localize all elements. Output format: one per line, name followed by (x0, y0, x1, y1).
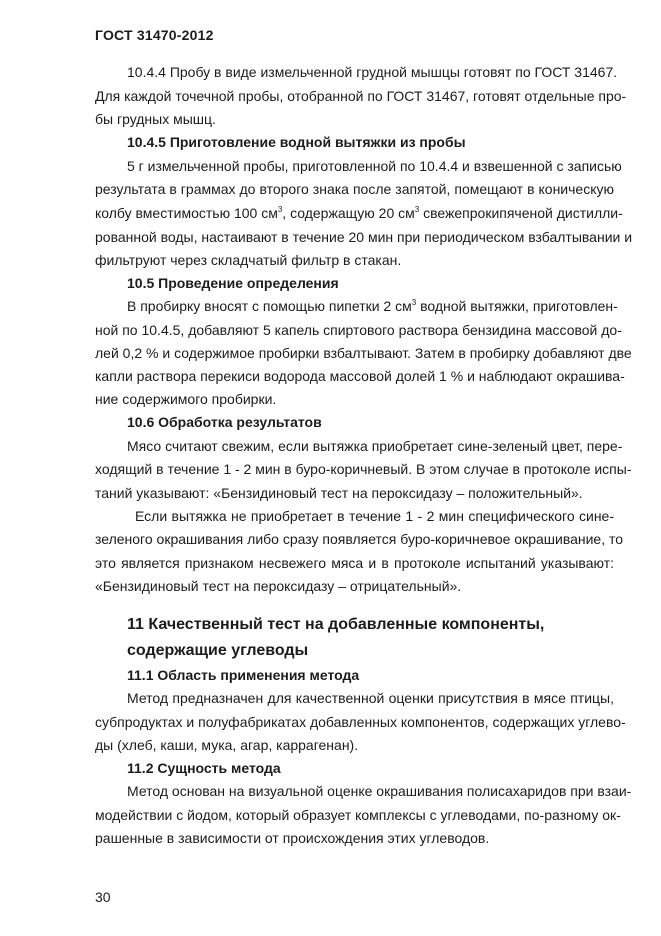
text-line: ды (хлеб, каши, мука, агар, каррагенан). (95, 737, 359, 753)
text-line: зеленого окрашивания либо сразу появляется буро-коричневое окрашивание, то (95, 531, 624, 547)
section-heading: 11.1 Область применения метода (127, 667, 360, 683)
text-line: лей 0,2 % и содержимое пробирки взбалтывают. Затем в пробирку добавляют две (95, 345, 632, 361)
text-line: колбу вместимостью 100 $см^3$, содержащую 20 $см^3$ свежепрокипяченой дистилли- (95, 205, 623, 221)
page-number: 30 (95, 889, 111, 905)
text-line: фильтруют через складчатый фильтр в стакан. (95, 252, 402, 268)
text-line: ходящий в течение 1 - 2 мин в буро-коричневый. В этом случае в протоколе испы- (95, 461, 632, 477)
section-heading: 11.2 Сущность метода (127, 760, 281, 776)
text-line: рованной воды, настаивают в течение 20 мин при периодическом взбалтывании и (95, 229, 633, 245)
text-line: рашенные в зависимости от происхождения этих углеводов. (95, 830, 490, 846)
text-line: Метод предназначен для качественной оценки присутствия в мясе птицы, (127, 690, 614, 706)
text-line: это является признаком несвежего мяса и в протоколе испытаний указывают: (95, 555, 614, 571)
text-line: 10.4.4 Пробу в виде измельченной грудной мышцы готовят по ГОСТ 31467. (127, 64, 618, 80)
text-line: Мясо считают свежим, если вытяжка приобретает сине-зеленый цвет, пере- (127, 438, 623, 454)
text-line: субпродуктах и полуфабрикатах добавленных компонентов, содержащих углево- (95, 714, 626, 730)
text-line: ной по 10.4.5, добавляют 5 капель спиртового раствора бензидина массовой до- (95, 322, 622, 338)
text-line: Для каждой точечной пробы, отобранной по ГОСТ 31467, готовят отдельные про- (95, 88, 627, 104)
text-line: 5 г измельченной пробы, приготовленной по 10.4.4 и взвешенной с записью (127, 158, 622, 174)
chapter-heading: содержащие углеводы (127, 642, 309, 659)
chapter-heading: 11 Качественный тест на добавленные компоненты, (127, 616, 545, 633)
section-heading: 10.4.5 Приготовление водной вытяжки из пробы (127, 134, 466, 150)
text-line: «Бензидиновый тест на пероксидазу – отрицательный». (95, 578, 462, 594)
document-header: ГОСТ 31470-2012 (95, 27, 214, 43)
text-line: капли раствора перекиси водорода массовой долей 1 % и наблюдают окрашива- (95, 368, 625, 384)
section-heading: 10.5 Проведение определения (127, 275, 339, 291)
text-line: таний указывают: «Бензидиновый тест на пероксидазу – положительный». (95, 485, 583, 501)
text-line: Метод основан на визуальной оценке окрашивания полисахаридов при взаи- (127, 783, 632, 799)
text-line: бы грудных мышц. (95, 111, 216, 127)
text-line: результата в граммах до второго знака после запятой, помещают в коническую (95, 181, 614, 197)
text-line: В пробирку вносят с помощью пипетки 2 $см^3$ водной вытяжки, приготовлен- (127, 298, 618, 314)
text-line: Если вытяжка не приобретает в течение 1 - 2 мин специфического сине- (135, 508, 614, 524)
text-line: модействии с йодом, который образует комплексы с углеводами, по-разному ок- (95, 807, 621, 823)
text-line: ние содержимого пробирки. (95, 391, 277, 407)
section-heading: 10.6 Обработка результатов (127, 414, 322, 430)
